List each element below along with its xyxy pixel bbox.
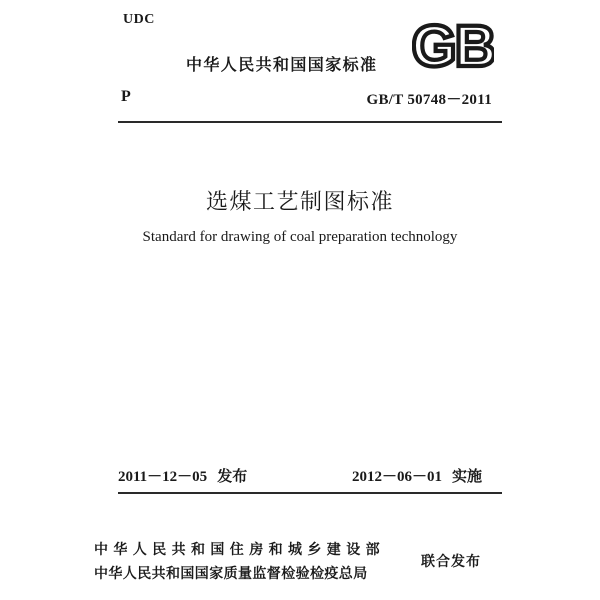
release-date: 2011－12－05: [118, 469, 208, 485]
release-label: 发布: [217, 467, 248, 485]
national-standard-heading: 中华人民共和国国家标准: [186, 55, 378, 74]
top-divider: [118, 121, 502, 123]
effective-label: 实施: [452, 467, 483, 485]
title-english: Standard for drawing of coal preparation technology: [142, 229, 458, 245]
effective-date: 2012－06－01: [352, 469, 443, 485]
release-date-line: [118, 465, 247, 486]
issuer-ministry-housing: 中华人民共和国住房和城乡建设部: [94, 542, 385, 558]
effective-date-line: [352, 465, 482, 486]
udc-label: UDC: [123, 12, 155, 27]
title-chinese: 选煤工艺制图标准: [205, 190, 394, 215]
classification-code: P: [121, 88, 131, 105]
bottom-divider: [118, 492, 502, 494]
gb-logo-text: GB: [412, 14, 494, 74]
gb-logo: [412, 12, 494, 74]
issuer-aqsiq: 中华人民共和国国家质量监督检验检疫总局: [94, 566, 368, 582]
joint-issue-label: 联合发布: [421, 554, 481, 570]
standard-number: GB/T 50748－2011: [366, 92, 492, 108]
